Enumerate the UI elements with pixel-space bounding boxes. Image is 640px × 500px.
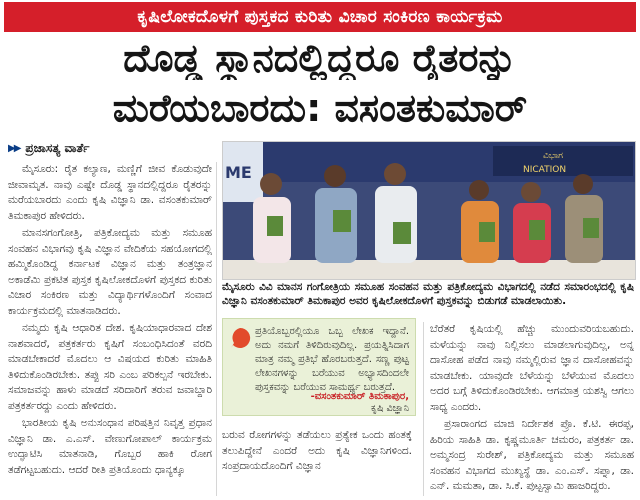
event-photo (222, 141, 636, 280)
article-column-1 (8, 162, 212, 498)
banner-right-text-2: NICATION (523, 165, 567, 175)
quote-bubble-icon (229, 327, 251, 349)
column-divider (423, 322, 424, 496)
headline-line-1: ದೊಡ್ಡ ಸ್ಥಾನದಲ್ಲಿದ್ದರೂ ರೈತರನ್ನು (123, 36, 517, 80)
pull-quote-author: -ವಸಂತಕುಮಾರ್ ತಿಮಕಾಪುರ, (310, 391, 409, 402)
kicker-banner: ಕೃಷಿಲೋಕದೊಳಗೆ ಪುಸ್ತಕದ ಕುರಿತು ವಿಚಾರ ಸಂಕಿರಣ ಕಾರ್ಯಕ್ರಮ (4, 2, 636, 32)
article-column-3 (430, 322, 634, 498)
pull-quote-role: ಕೃಷಿ ವಿಜ್ಞಾನಿ (371, 403, 409, 414)
headline-line-2: ಮರೆಯಬಾರದು: ವಸಂತಕುಮಾರ್ (112, 86, 528, 130)
column-divider (216, 162, 217, 496)
article-column-2 (222, 428, 412, 498)
photo-illustration (223, 142, 635, 279)
byline-text: ಪ್ರಜಾಸತ್ಯ ವಾರ್ತೆ (25, 140, 90, 155)
paragraph: ಬರುವ ರೋಗಗಳನ್ನು ತಡೆಯಲು ಪ್ರತ್ಯೇಕ ಒಂದು ಹಂತಕ್ಕೆ ತಲುಪಿದ್ದೇನೆ ಎಂದರೆ ಅದು ಕೃಷಿ ವಿಜ್ಞಾನಿಗಳಿಂದ. ಸಂಪ್ರದಾಯದೊಂದಿಗೆ ವಿಜ್ಞಾನ (222, 429, 412, 472)
paragraph: ಮೈಸೂರು: ರೈತ ಕಲ್ಯಾಣ, ಮಣ್ಣಿಗೆ ಜೀವ ಕೊಡುವುದೇ ಜೀವಾಮೃತ. ನಾವು ಎಷ್ಟೇ ದೊಡ್ಡ ಸ್ಥಾನದಲ್ಲಿದ್ದರೂ ರೈತರನ್ನು ಮರೆಯಬಾರದು ಎಂದು ಕೃಷಿ ವಿಜ್ಞಾನಿ ಡಾ. ವಸಂತಕುಮಾರ್ ತಿಮಕಾಪುರ ಹೇಳಿದರು. (8, 163, 212, 222)
paragraph: ಮಾನಸಗಂಗೋತ್ರಿ, ಪತ್ರಿಕೋದ್ಯಮ ಮತ್ತು ಸಮೂಹ ಸಂವಹನ ವಿಭಾಗವು ಕೃಷಿ ವಿಜ್ಞಾನ ವೇದಿಕೆಯ ಸಹಯೋಗದಲ್ಲಿ ಹಮ್ಮಿಕೊಂಡಿದ್ದ ಕರ್ನಾಟಕ ವಿಜ್ಞಾನ ಮತ್ತು ತಂತ್ರಜ್ಞಾನ ಅಕಾಡೆಮಿ ಪ್ರಕಟಿತ ಪುಸ್ತಕ ಕೃಷಿಲೋಕದೊಳಗೆ ಪುಸ್ತಕದ ಕುರಿತು ವಿಚಾರ ಸಂಕಿರಣ ಮತ್ತು ವಿದ್ಯಾರ್ಥಿಗಳೊಂದಿಗೆ ಸಂವಾದ ಕಾರ್ಯಕ್ರಮದಲ್ಲಿ ಮಾತನಾಡಿದರು. (8, 227, 212, 317)
paragraph: ಬೆರೆತರೆ ಕೃಷಿಯಲ್ಲಿ ಹೆಚ್ಚು ಮುಂದುವರಿಯಬಹುದು. ಮಳೆಯನ್ನು ನಾವು ನಿಲ್ಲಿಸಲು ಮಾಡಲಾಗುವುದಿಲ್ಲ, ಅನ್ನ ದಾಸೋಹ ಪಡೆದ ನಾವು ನಮ್ಮಲ್ಲಿರುವ ಜ್ಞಾನ ದಾಸೋಹವನ್ನು ಮಾಡಬೇಕು. ಯಾವುದೇ ಬೆಳೆಯನ್ನು ಬೆಳೆಯುವ ಮೊದಲು ಅದರ ಬಗ್ಗೆ ತಿಳಿದುಕೊಂಡಿರಬೇಕು. ಆಗಮಾತ್ರ ಯಶಸ್ವಿ ಆಗಲು ಸಾಧ್ಯ ಎಂದರು. (430, 323, 634, 413)
paragraph: ಭಾರತೀಯ ಕೃಷಿ ಅನುಸಂಧಾನ ಪರಿಷತ್ತಿನ ನಿವೃತ್ತ ಪ್ರಧಾನ ವಿಜ್ಞಾನಿ ಡಾ. ಎ.ಎಸ್. ವೇಣುಗೋಪಾಲ್ ಕಾರ್ಯಕ್ರಮ ಉದ್ಘಾಟಿಸಿ ಮಾತನಾಡಿ, ಗೊಬ್ಬರ ಹಾಕಿ ರೋಗ ತಡೆಗಟ್ಟಬಹುದು. ಆದರೆ ರೀತಿ ಪ್ರತಿಯೊಂದು ಧಾನ್ಯಕ್ಕೂ (8, 417, 212, 476)
byline (8, 140, 89, 156)
paragraph: ಪ್ರಸಾರಾಂಗದ ಮಾಜಿ ನಿರ್ದೇಶಕ ಪ್ರೊ. ಕೆ.ಟಿ. ಈರಪ್ಪ, ಹಿರಿಯ ಸಾಹಿತಿ ಡಾ. ಕೃಷ್ಣಮೂರ್ತಿ ಚಮರಂ, ಪತ್ರಕರ್ತ ಡಾ. ಅಮ್ಮಸಂದ್ರ ಸುರೇಶ್, ಪತ್ರಿಕೋದ್ಯಮ ಮತ್ತು ಸಮೂಹ ಸಂವಹನ ವಿಭಾಗದ ಮುಖ್ಯಸ್ಥೆ ಡಾ. ಎಂ.ಎಸ್. ಸಪ್ನಾ, ಡಾ. ಎನ್. ಮಮತಾ, ಡಾ. ಸಿ.ಕೆ. ಪುಟ್ಟಸ್ವಾಮಿ ಹಾಜರಿದ್ದರು. (430, 418, 634, 492)
banner-left-text: ME (225, 163, 252, 182)
pull-quote-box (222, 318, 416, 416)
pull-quote-text: ಪ್ರತಿಯೊಬ್ಬರಲ್ಲಿಯೂ ಒಬ್ಬ ಲೇಖಕ ಇದ್ದಾನೆ. ಅದು ನಮಗೆ ತಿಳಿದಿರುವುದಿಲ್ಲ. ಪ್ರಯತ್ನಿಸಿದಾಗ ಮಾತ್ರ ನಮ್ಮ ಪ್ರತಿಭೆ ಹೊರಬರುತ್ತದೆ. ಸಣ್ಣ ಪುಟ್ಟ ಲೇಖನಗಳನ್ನು ಬರೆಯುವ ಅಭ್ಯಾಸದಿಂದಲೇ ಪುಸ್ತಕವನ್ನು ಬರೆಯುವ ಸಾಮರ್ಥ್ಯ ಬರುತ್ತದೆ. (255, 326, 409, 393)
photo-caption: ಮೈಸೂರು ವಿವಿ ಮಾನಸ ಗಂಗೋತ್ರಿಯ ಸಮೂಹ ಸಂವಹನ ಮತ್ತು ಪತ್ರಿಕೋದ್ಯಮ ವಿಭಾಗದಲ್ಲಿ ನಡೆದ ಸಮಾರಂಭದಲ್ಲಿ ಕೃಷಿ ವಿಜ್ಞಾನಿ ವಸಂತಕುಮಾರ್ ತಿಮಕಾಪುರ ಅವರ ಕೃಷಿಲೋಕದೊಳಗೆ ಪುಸ್ತಕವನ್ನು ಬಿಡುಗಡೆ ಮಾಡಲಾಯಿತು. (222, 281, 634, 307)
banner-right-text: ವಿಭಾಗ (543, 151, 563, 161)
paragraph: ನಮ್ಮದು ಕೃಷಿ ಆಧಾರಿತ ದೇಶ. ಕೃಷಿಯಾಧಾರವಾದ ದೇಶ ನಾಶವಾದರೆ, ಪತ್ರಕರ್ತರು ಕೃಷಿಗೆ ಸಂಬಂಧಿಸಿದಂತೆ ವರದಿ ಮಾಡಬೇಕಾದರೆ ಮೊದಲು ಆ ವಿಷಯದ ಕುರಿತು ಮಾಹಿತಿ ತಿಳಿದುಕೊಂಡಿರಬೇಕು. ತಪ್ಪು ಸರಿ ಎಂಬ ಪರಿಕಲ್ಪನೆ ಇರಬೇಕು. ಸಮಾಜವನ್ನು ಹಾಳು ಮಾಡದೆ ಸರಿದಾರಿಗೆ ತರುವ ಜವಾಬ್ದಾರಿ ಪತ್ರಕರ್ತರದ್ದು ಎಂದು ಹೇಳಿದರು. (8, 322, 212, 412)
double-chevron-icon: ▶▶ (8, 142, 20, 154)
